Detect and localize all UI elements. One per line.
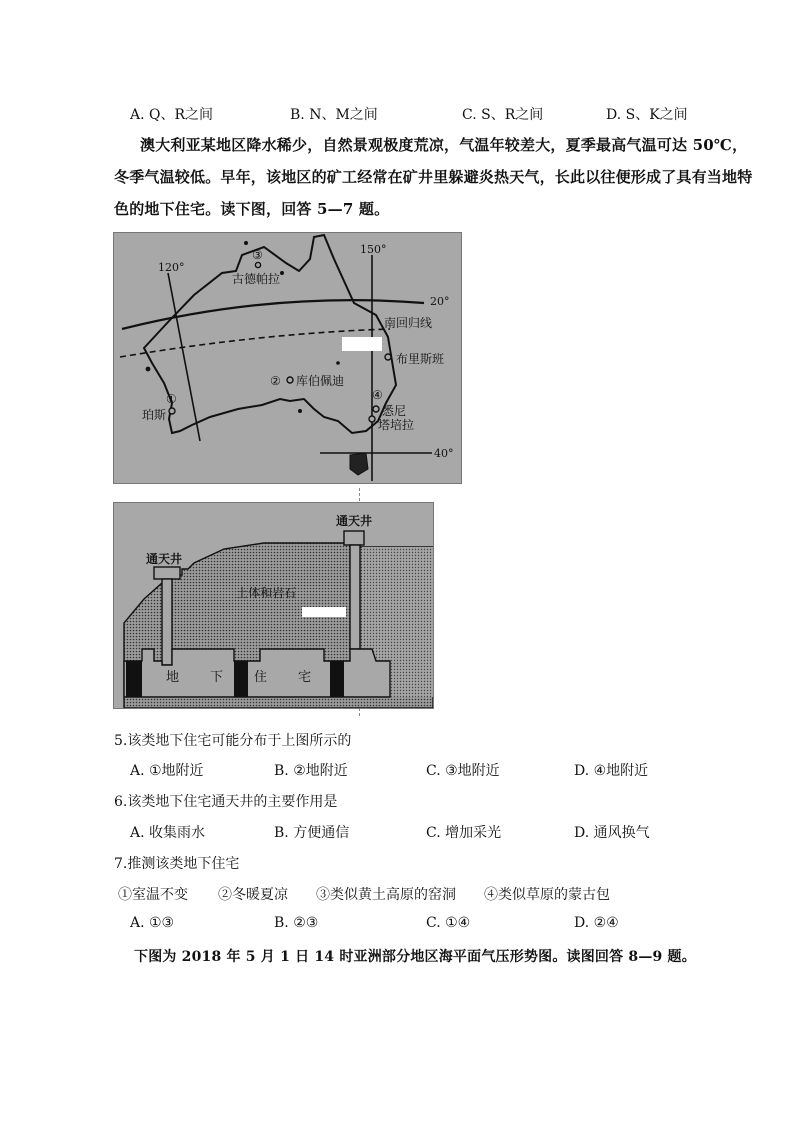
underground-section xyxy=(113,502,434,709)
top-option-d: D. S、K之间 xyxy=(606,107,688,123)
intro-line-1: 澳大利亚某地区降水稀少，自然景观极度荒凉，气温年较差大，夏季最高气温可达 50℃， xyxy=(140,136,748,154)
q5-option-c: C. ③地附近 xyxy=(426,763,500,779)
label-soil: 土体和岩石 xyxy=(236,586,297,600)
q6-option-b: B. 方便通信 xyxy=(274,825,350,841)
label-bulisiban: 布里斯班 xyxy=(396,352,445,366)
parallel-20 xyxy=(122,300,424,329)
q7-item-3: ③类似黄土高原的窑洞 xyxy=(316,887,456,903)
q5-option-b: B. ②地附近 xyxy=(274,763,348,779)
label-shaft-left: 通天井 xyxy=(146,552,183,566)
marker-4: ④ xyxy=(372,388,383,402)
intro-line-3: 色的地下住宅。读下图，回答 5—7 题。 xyxy=(114,200,390,218)
label-gudebala: 古德帕拉 xyxy=(232,272,281,286)
marker-2: ② xyxy=(270,374,281,388)
label-house-2: 下 xyxy=(210,670,224,685)
australia-map xyxy=(113,232,462,484)
tasmania xyxy=(350,453,368,475)
q6-option-c: C. 增加采光 xyxy=(426,825,502,841)
q7-item-2: ②冬暖夏凉 xyxy=(218,887,288,903)
city-gudebala xyxy=(255,262,260,267)
city-tatala xyxy=(369,416,375,422)
label-house-4: 宅 xyxy=(298,670,312,685)
q7-option-c: C. ①④ xyxy=(426,915,471,931)
q5-option-d: D. ④地附近 xyxy=(574,763,649,779)
right-shaft xyxy=(350,545,360,649)
q7-item-1: ①室温不变 xyxy=(118,887,188,903)
q5-option-a: A. ①地附近 xyxy=(130,763,204,779)
label-house-3: 住 xyxy=(254,670,268,685)
label-tropic: 南回归线 xyxy=(384,316,433,330)
city-posi xyxy=(169,408,175,414)
city-xini xyxy=(373,406,379,412)
closing-line: 下图为 2018 年 5 月 1 日 14 时亚洲部分地区海平面气压形势图。读图回答 8—9 题。 xyxy=(134,949,696,965)
left-shaft xyxy=(162,579,172,665)
top-option-c: C. S、R之间 xyxy=(462,107,544,123)
australia-map-drawing xyxy=(114,233,461,483)
pillar-3 xyxy=(330,661,344,697)
marker-3: ③ xyxy=(252,248,263,262)
top-option-a: A. Q、R之间 xyxy=(130,107,214,123)
white-patch-2 xyxy=(302,607,346,617)
label-xini: 悉尼 xyxy=(382,404,407,418)
label-shaft-right: 通天井 xyxy=(336,514,373,528)
q6-option-d: D. 通风换气 xyxy=(574,825,650,841)
q6-stem: 6.该类地下住宅通天井的主要作用是 xyxy=(114,794,338,810)
pillar-1 xyxy=(126,661,142,697)
label-lon120: 120° xyxy=(158,261,185,274)
q6-option-a: A. 收集雨水 xyxy=(130,825,206,841)
q7-option-d: D. ②④ xyxy=(574,915,619,931)
q7-item-4: ④类似草原的蒙古包 xyxy=(484,887,610,903)
pillar-2 xyxy=(234,661,248,697)
left-shaft-cap xyxy=(154,567,180,579)
label-kubopeidi: 库伯佩迪 xyxy=(296,374,345,388)
q7-stem: 7.推测该类地下住宅 xyxy=(114,856,240,872)
label-house-1: 地 xyxy=(166,670,180,685)
q7-option-a: A. ①③ xyxy=(130,915,175,931)
top-option-b: B. N、M之间 xyxy=(290,107,378,123)
label-posi: 珀斯 xyxy=(142,408,167,422)
intro-line-2: 冬季气温较低。早年，该地区的矿工经常在矿井里躲避炎热天气，长此以往便形成了具有当地特 xyxy=(114,168,753,186)
label-lon150: 150° xyxy=(360,243,387,256)
label-lat20: 20° xyxy=(430,295,450,308)
section-drawing xyxy=(114,503,433,708)
label-lat40: 40° xyxy=(434,447,454,460)
label-tatala: 塔培拉 xyxy=(378,418,415,432)
city-kubopeidi xyxy=(287,377,293,383)
city-bulisiban xyxy=(385,354,391,360)
marker-1: ① xyxy=(166,392,177,406)
right-shaft-cap xyxy=(344,531,364,545)
meridian-120 xyxy=(168,273,200,441)
q5-stem: 5.该类地下住宅可能分布于上图所示的 xyxy=(114,733,352,749)
q7-option-b: B. ②③ xyxy=(274,915,319,931)
white-patch xyxy=(342,337,382,351)
